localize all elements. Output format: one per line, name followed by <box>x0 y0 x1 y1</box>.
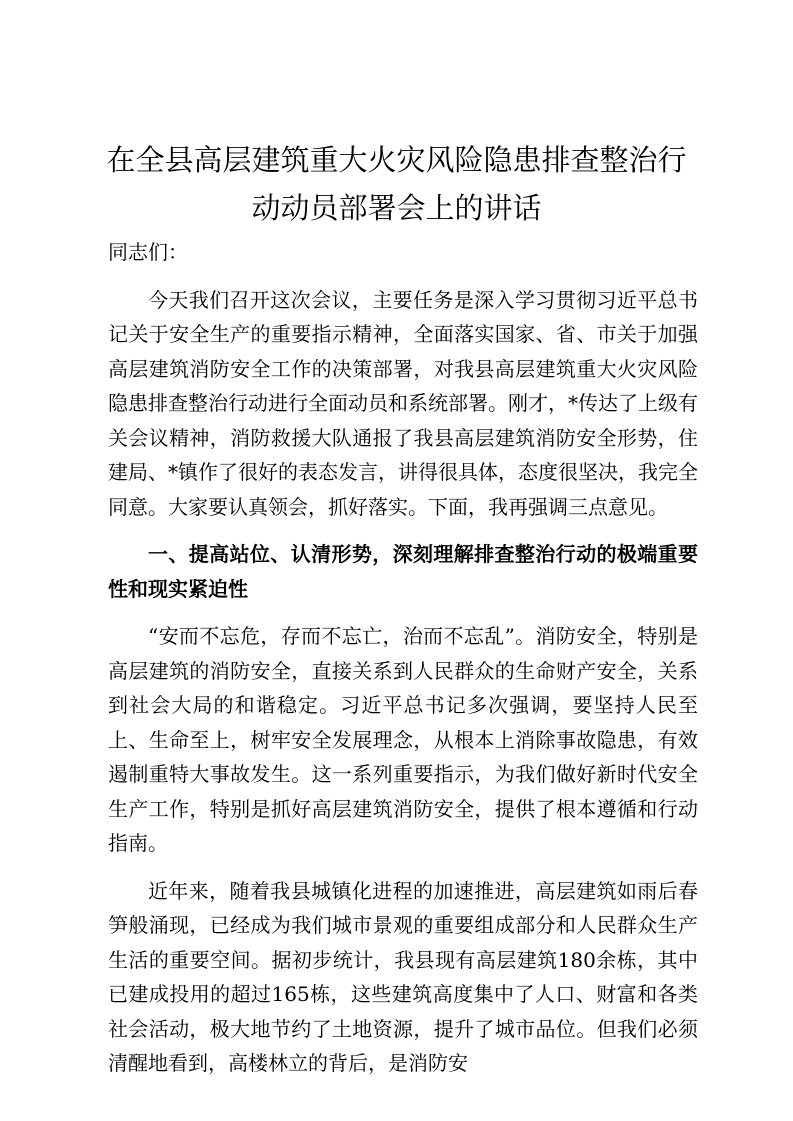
document-body <box>108 235 698 1094</box>
title-line-1: 在全县高层建筑重大火灾风险隐患排查整治行 <box>106 143 687 177</box>
paragraph-recent-years: 近年来，随着我县城镇化进程的加速推进，高层建筑如雨后春笋般涌现，已经成为我们城市景观的重要组成部分和人民群众生产生活的重要空间。据初步统计，我县现有高层建筑180余栋，其中已建成投用的超过165栋，这些建筑高度集中了人口、财富和各类社会活动，极大地节约了土地资源，提升了城市品位。但我们必须清醒地看到，高楼林立的背后，是消防安 <box>108 878 698 1075</box>
paragraph-quote: “安而不忘危，存而不忘亡，治而不忘乱”。消防安全，特别是高层建筑的消防安全，直接关系到人民群众的生命财产安全，关系到社会大局的和谐稳定。习近平总书记多次强调，要坚持人民至上、生命至上，树牢安全发展理念，从根本上消除事故隐患，有效遏制重特大事故发生。这一系列重要指示，为我们做好新时代安全生产工作，特别是抓好高层建筑消防安全，提供了根本遵循和行动指南。 <box>108 624 698 855</box>
paragraph-opening: 今天我们召开这次会议，主要任务是深入学习贯彻习近平总书记关于安全生产的重要指示精神，全面落实国家、省、市关于加强高层建筑消防安全工作的决策部署，对我县高层建筑重大火灾风险隐患排查整治行动进行全面动员和系统部署。刚才，*传达了上级有关会议精神，消防救援大队通报了我县高层建筑消防安全形势，住建局、*镇作了很好的表态发言，讲得很具体，态度很坚决，我完全同意。大家要认真领会，抓好落实。下面，我再强调三点意见。 <box>108 287 698 519</box>
salutation: 同志们： <box>108 240 188 264</box>
section-heading-1: 一、提高站位、认清形势，深刻理解排查整治行动的极端重要性和现实紧迫性 <box>108 542 698 601</box>
document-title <box>96 136 697 232</box>
title-line-2: 动动员部署会上的讲话 <box>251 191 542 225</box>
